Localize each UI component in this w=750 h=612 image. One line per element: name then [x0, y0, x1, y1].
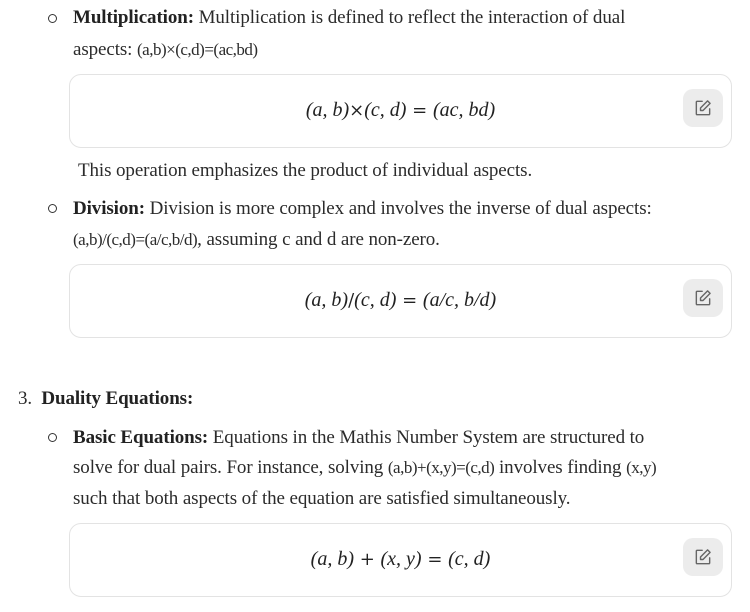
section-title: Duality Equations:: [41, 388, 194, 409]
math-expression: (a, b)×(c, d) = (ac, bd): [305, 99, 496, 121]
basic-equations-line-2: [73, 457, 656, 479]
basic-equations-label: Basic Equations:: [73, 427, 209, 448]
multiplication-line-2: [73, 39, 258, 61]
division-line-2: [73, 229, 440, 251]
display-math: [70, 548, 731, 571]
bullet-icon: [48, 14, 57, 23]
edit-icon: [693, 288, 713, 308]
note-text: This operation emphasizes the product of individual aspects.: [78, 160, 533, 181]
division-label: Division:: [73, 198, 145, 219]
inline-formula: (a,b)/(c,d)=(a/c,b/d): [73, 230, 198, 249]
multiplication-label: Multiplication:: [73, 7, 194, 28]
basic-equations-line-1: [73, 427, 644, 449]
bullet-icon: [48, 433, 57, 442]
display-math: [70, 99, 731, 122]
section-3-heading: [18, 388, 193, 410]
edit-button[interactable]: [683, 279, 723, 317]
multiplication-note: [78, 160, 532, 182]
math-expression: (a, b)/(c, d) = (a/c, b/d): [304, 289, 497, 311]
inline-formula: (a,b)+(x,y)=(c,d): [387, 458, 495, 477]
edit-icon: [693, 98, 713, 118]
division-line-1: [73, 198, 652, 220]
text: , assuming c and d are non-zero.: [197, 229, 440, 250]
multiplication-line-1: [73, 7, 625, 29]
multiplication-text: Multiplication is defined to reflect the interaction of dual: [193, 7, 626, 28]
display-math: [70, 289, 731, 312]
text: solve for dual pairs. For instance, solving: [73, 457, 388, 478]
list-number: 3.: [18, 388, 33, 409]
edit-icon: [693, 547, 713, 567]
text: aspects:: [73, 39, 137, 60]
text: Equations in the Mathis Number System are structured to: [208, 427, 645, 448]
edit-button[interactable]: [683, 89, 723, 127]
division-text: Division is more complex and involves the inverse of dual aspects:: [144, 198, 652, 219]
bullet-icon: [48, 204, 57, 213]
math-block-basic-equation: [69, 523, 732, 597]
inline-formula: (a,b)×(c,d)=(ac,bd): [137, 40, 258, 59]
inline-formula: (x,y): [626, 458, 657, 477]
math-expression: (a, b) + (x, y) = (c, d): [310, 548, 491, 570]
text: such that both aspects of the equation are satisfied simultaneously.: [73, 488, 571, 509]
text: involves finding: [494, 457, 627, 478]
basic-equations-line-3: [73, 488, 570, 510]
math-block-division: [69, 264, 732, 338]
edit-button[interactable]: [683, 538, 723, 576]
math-block-multiplication: [69, 74, 732, 148]
